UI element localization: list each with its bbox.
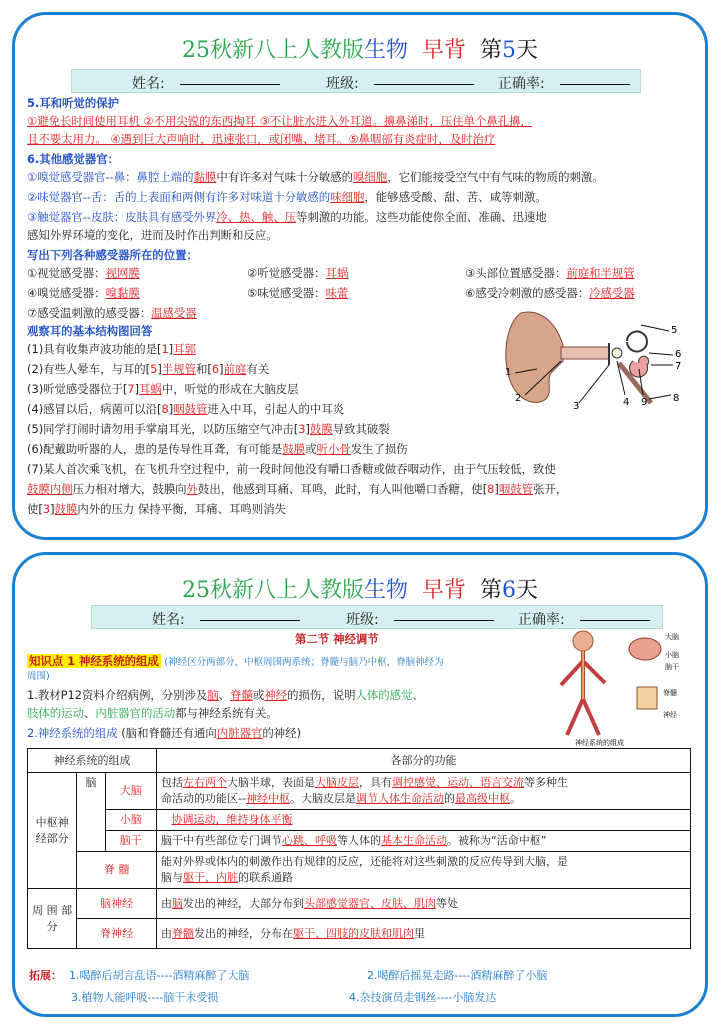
fig-label: 大脑 bbox=[665, 633, 679, 641]
name-label: 姓名: bbox=[152, 612, 185, 628]
fig-label: 脑干 bbox=[665, 663, 679, 671]
name-label: 姓名: bbox=[132, 76, 165, 92]
day6-card bbox=[12, 552, 708, 1017]
cerebellum-label: 小脑 bbox=[105, 810, 156, 831]
ear-q1: (1)具有收集声波功能的是[1]耳郭 bbox=[27, 342, 196, 356]
p2-line: 2.神经系统的组成 (脑和脊髓还有通向内脏器官的神经) bbox=[27, 726, 302, 740]
ear-q2: (2)有些人晕车，与耳的[5]半规管和[6]前庭有关 bbox=[27, 362, 270, 376]
ear-q7-line1: (7)某人首次乘飞机，在飞机升空过程中，前一段时间他没有嚼口香糖或做吞咽动作，由于气压较低，致使 bbox=[27, 462, 556, 476]
name-field[interactable] bbox=[180, 84, 280, 85]
spinal-nerve-label: 脊神经 bbox=[77, 919, 157, 949]
fig-label: 神经 bbox=[663, 711, 677, 719]
ear-label: 6 bbox=[675, 349, 682, 360]
cochlea-shape bbox=[630, 356, 649, 377]
s6-line-1: ①嗅觉感受器官--鼻：鼻腔上端的黏膜中有许多对气味十分敏感的嗅细胞，它们能接受空气中有气味的物质的刺激。 bbox=[27, 170, 604, 184]
positions-heading: 写出下列各种感受器所在的位置： bbox=[27, 248, 198, 262]
spinal-cord-function: 能对外界或体内的刺激作出有规律的反应，还能将对这些刺激的反应传导到大脑，是 脑与躯干、内脏的联系通路 bbox=[157, 852, 691, 889]
ear-label: 3 bbox=[573, 401, 580, 411]
s6-line-2: ②味觉器官--舌：舌的上表面和两侧有许多对味道十分敏感的味细胞，能够感受酸、甜、苦、咸等刺激。 bbox=[27, 190, 547, 204]
day5-title: 25秋新八上人教版生物 早背 第5天 bbox=[181, 38, 539, 63]
s5-line-2: 且不要太用力。 ④遇到巨大声响时，迅速张口，或闭嘴、堵耳。⑤鼻咽部有炎症时，及时治疗 bbox=[27, 132, 496, 146]
ear-label: 8 bbox=[673, 393, 680, 404]
cerebrum-label: 大脑 bbox=[105, 773, 156, 810]
ear-canal-shape bbox=[561, 347, 609, 359]
ear-q6: (6)配戴助听器的人，患的是传导性耳聋，有可能是鼓膜或听小骨发生了损伤 bbox=[27, 442, 408, 456]
class-label: 班级: bbox=[326, 76, 359, 92]
rate-label: 正确率: bbox=[518, 612, 565, 628]
extension-item-3: 3.植物人能呼吸----脑干未受损 bbox=[71, 991, 219, 1004]
ear-label: 9 bbox=[641, 397, 648, 408]
central-label: 中枢神经部分 bbox=[28, 773, 77, 889]
extension-item-4: 4.杂技演员走钢丝----小脑发达 bbox=[349, 991, 497, 1004]
peripheral-label: 周 围 部分 bbox=[28, 889, 77, 949]
cerebrum-function: 包括左右两个大脑半球，表面是大脑皮层，具有调控感觉、运动、语言交流等多种生 命活动的功能区--神经中枢。大脑皮层是调节人体生命活动的最高级中枢。 bbox=[157, 773, 691, 810]
leader-line bbox=[649, 353, 673, 355]
s5-heading: 5.耳和听觉的保护 bbox=[27, 96, 119, 110]
ossicle-shape bbox=[612, 348, 622, 358]
s5-line-1: ①避免长时间使用耳机 ②不用尖锐的东西掏耳 ③不让脏水进入外耳道。擤鼻涕时，压住单个鼻孔擤， bbox=[27, 114, 532, 128]
pos-item: ②听觉感受器：耳蜗 bbox=[247, 266, 349, 280]
kp-note-2: 周围) bbox=[27, 671, 50, 682]
cranial-nerve-function: 由脑发出的神经，大部分布到头部感觉器官、皮肤、肌肉等处 bbox=[157, 889, 691, 919]
ear-heading: 观察耳的基本结构图回答 bbox=[27, 324, 153, 338]
spinal-nerve-function: 由脊髓发出的神经，分布在躯干、四肢的皮肤和肌肉里 bbox=[157, 919, 691, 949]
ear-diagram bbox=[501, 303, 691, 411]
pos-item: ④嗅觉感受器：嗅黏膜 bbox=[27, 286, 140, 300]
s6-line-3: ③触觉器官--皮肤：皮肤具有感受外界冷、热、触、压等刺激的功能。这些功能使你全面、准确、迅速地 bbox=[27, 210, 547, 224]
rate-label: 正确率: bbox=[498, 76, 545, 92]
class-field[interactable] bbox=[394, 620, 494, 621]
figure-head bbox=[573, 631, 593, 651]
spinal-cord-label: 脊 髓 bbox=[77, 852, 157, 889]
fig-caption: 神经系统的组成 bbox=[575, 739, 624, 747]
ear-label: 1 bbox=[505, 367, 512, 378]
fig-label: 小脑 bbox=[665, 651, 679, 659]
ear-q7-line3: 使[3]鼓膜内外的压力 保持平衡，耳痛、耳鸣则消失 bbox=[27, 502, 286, 516]
ear-q4: (4)感冒以后，病菌可以沿[8]咽鼓管进入中耳，引起人的中耳炎 bbox=[27, 402, 345, 416]
ear-q5: (5)同学打闹时请勿用手掌扇耳光，以防压缩空气冲击[3]鼓膜导致其破裂 bbox=[27, 422, 390, 436]
table-header: 各部分的功能 bbox=[157, 749, 691, 773]
kp-badge: 知识点 1 神经系统的组成 bbox=[29, 654, 159, 668]
leader-line bbox=[579, 365, 609, 403]
s6-line-4: 感知外界环境的变化，进而及时作出判断和反应。 bbox=[27, 228, 278, 242]
pos-item: ③头部位置感受器：前庭和半规管 bbox=[465, 266, 635, 280]
brain-label: 脑 bbox=[77, 773, 105, 852]
knowledge-point bbox=[27, 653, 444, 671]
kp-note: (神经区分两部分，中枢周围两系统；脊髓与脑乃中枢，脊脑神经为 bbox=[164, 657, 444, 668]
outer-ear-shape bbox=[506, 312, 563, 402]
section-title: 第二节 神经调节 bbox=[295, 632, 379, 646]
ear-q3: (3)听觉感受器位于[7]耳蜗中，听觉的形成在大脑皮层 bbox=[27, 382, 299, 396]
semicircular-canal-shape bbox=[627, 332, 647, 352]
pos-item: ⑤味觉感受器：味蕾 bbox=[247, 286, 349, 300]
nervous-system-figure bbox=[545, 625, 695, 747]
spinal-detail bbox=[637, 687, 657, 709]
day5-namebar bbox=[71, 69, 641, 93]
pos-item: ⑦感受温刺激的感受器：温感受器 bbox=[27, 306, 197, 320]
pos-item: ①视觉感受器：视网膜 bbox=[27, 266, 140, 280]
ear-label: 5 bbox=[671, 325, 678, 336]
brainstem-label: 脑干 bbox=[105, 831, 156, 852]
pos-item: ⑥感受冷刺激的感受器：冷感受器 bbox=[465, 286, 635, 300]
nervous-system-table bbox=[27, 748, 691, 949]
ear-q7-line2: 鼓膜内侧压力相对增大，鼓膜向外鼓出，他感到耳痛、耳鸣，此时，有人叫他嚼口香糖，使[8]咽鼓管张开， bbox=[27, 482, 568, 496]
fig-label: 脊髓 bbox=[663, 689, 677, 697]
name-field[interactable] bbox=[200, 620, 300, 621]
ear-label: 7 bbox=[675, 361, 682, 372]
extension-item-2: 2.喝醉后摇晃走路----酒精麻醉了小脑 bbox=[367, 969, 548, 982]
brainstem-function: 脑干中有些部位专门调节心跳、呼吸等人体的基本生命活动。被称为“活命中枢” bbox=[157, 831, 691, 852]
ear-label: 2 bbox=[515, 393, 522, 404]
day6-title: 25秋新八上人教版生物 早背 第6天 bbox=[181, 578, 539, 603]
p1-line-2: 肢体的运动、内脏器官的活动都与神经系统有关。 bbox=[27, 706, 278, 720]
brain-detail bbox=[629, 638, 661, 660]
day5-card bbox=[12, 12, 708, 540]
leader-line bbox=[649, 395, 671, 399]
p1-line-1: 1.教材P12资料介绍病例，分别涉及脑、脊髓或神经的损伤，说明人体的感觉、 bbox=[27, 688, 424, 702]
s6-heading: 6.其他感觉器官： bbox=[27, 152, 119, 166]
class-label: 班级: bbox=[346, 612, 379, 628]
ear-label: 4 bbox=[623, 397, 630, 408]
cranial-nerve-label: 脑神经 bbox=[77, 889, 157, 919]
leader-line bbox=[641, 325, 669, 331]
table-header: 神经系统的组成 bbox=[28, 749, 157, 773]
cerebellum-function: 协调运动，维持身体平衡 bbox=[157, 810, 691, 831]
class-field[interactable] bbox=[374, 84, 474, 85]
rate-field[interactable] bbox=[580, 620, 650, 621]
rate-field[interactable] bbox=[560, 84, 630, 85]
extension-line-1: 拓展： 1.喝醉后胡言乱语----酒精麻醉了大脑 bbox=[29, 969, 250, 982]
